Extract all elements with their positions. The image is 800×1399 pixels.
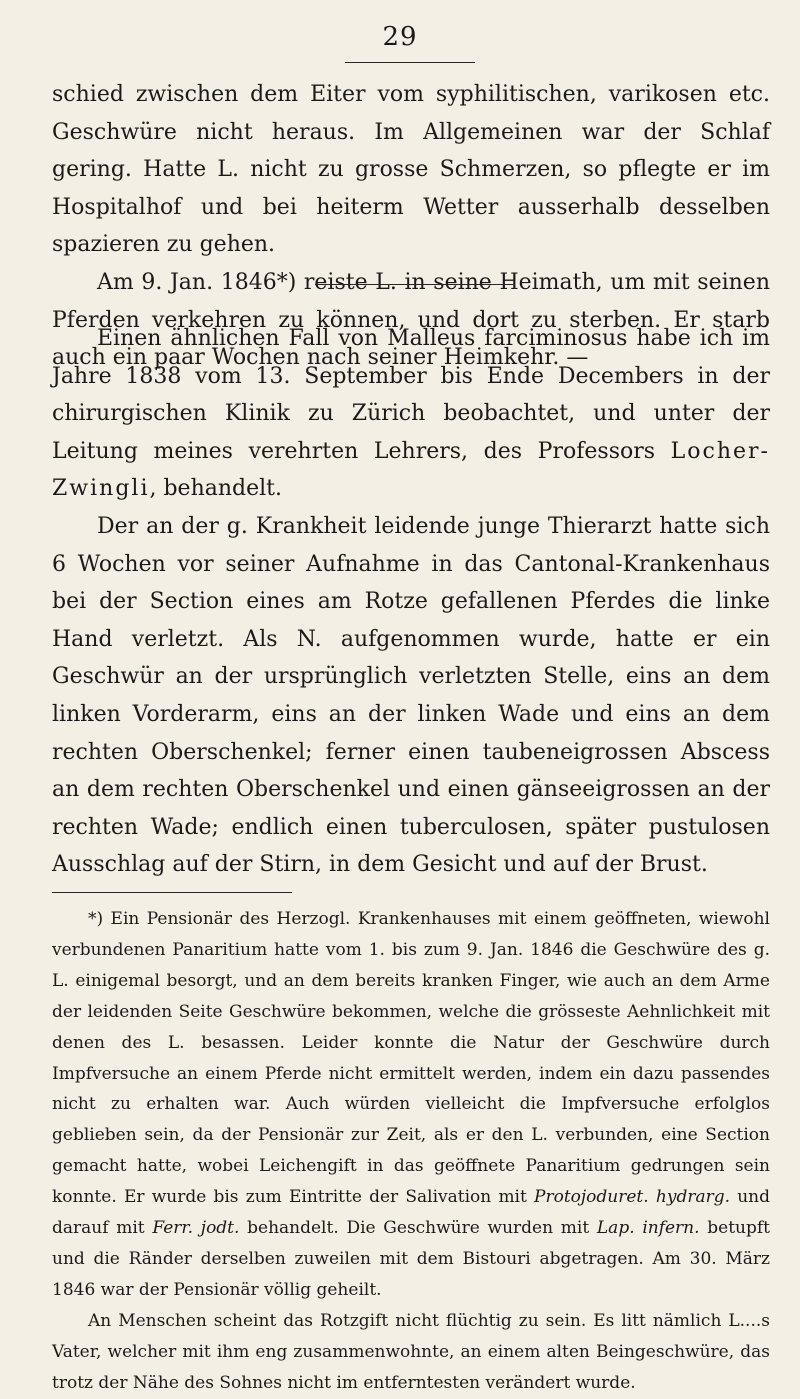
footnote-text-c: behandelt. Die Geschwüre wurden mit [239, 1218, 597, 1239]
paragraph-continuation: schied zwischen dem Eiter vom syphilitischen, varikosen etc. Geschwüre nicht heraus. Im Allgemeinen war der Schlaf gering. Hatte L. nicht zu grosse Schmerzen, so pflegte er im Hospitalhof und bei heiterm Wetter ausserhalb desselben spazieren zu gehen. [52, 82, 770, 258]
footnote-text-a: *) Ein Pensionär des Herzogl. Krankenhauses mit einem geöffneten, wiewohl verbundenen Panaritium hatte vom 1. bis zum 9. Jan. 1846 die Geschwüre des g. L. einigemal besorgt, und an dem bereits kranken Finger, wie auch an dem Arme der leidenden Seite Geschwüre bekommen, welche die grösseste Aehnlichkeit mit denen des L. besassen. Leider konnte die Natur der Geschwüre durch Impfversuche an einem Pferde nicht ermittelt werden, indem ein dazu passendes nicht zu erhalten war. Auch würden vielleicht die Impfversuche erfolglos geblieben sein, da der Pensionär zur Zeit, als er den L. verbunden, eine Section gemacht hatte, wobei Leichengift in das geöffnete Panaritium gedrungen sein konnte. Er wurde bis zum Eintritte der Salivation mit [52, 909, 770, 1208]
similar-case-text: Einen ähnlichen Fall von Malleus farciminosus habe ich im Jahre 1838 vom 13. September bis Ende Decembers in der chirurgischen Klinik zu Zürich beobachtet, und unter der Leitung meines verehrten Lehrers, des Professors [52, 326, 770, 464]
footnote-italic-3: Lap. infern. [596, 1218, 700, 1239]
paragraph-similar-case [52, 320, 770, 508]
footnote-paragraph-1 [52, 904, 770, 1306]
header-rule [345, 62, 475, 63]
footnote-text-b: und darauf mit [52, 1187, 770, 1239]
footnote-italic-2: Ferr. jodt. [152, 1218, 240, 1239]
main-text-lower [52, 320, 770, 884]
paragraph-patient-description: Der an der g. Krankheit leidende junge Thierarzt hatte sich 6 Wochen vor seiner Aufnahme in das Cantonal-Krankenhaus bei der Section eines am Rotze gefallenen Pferdes die linke Hand verletzt. Als N. aufgenommen wurde, hatte er ein Geschwür an der ursprünglich verletzten Stelle, eins an dem linken Vorderarm, eins an der linken Wade und eins an dem rechten Oberschenkel; ferner einen taubeneigrossen Abscess an dem rechten Oberschenkel und einen gänseeigrossen an der rechten Wade; endlich einen tuberculosen, später pustulosen Ausschlag auf der Stirn, in dem Gesicht und auf der Brust. [52, 513, 770, 878]
paragraph-departure: Am 9. Jan. 1846*) reiste L. in seine Heimath, um mit seinen Pferden verkehren zu können, und dort zu sterben. Er starb auch ein paar Wochen nach seiner Heimkehr. — [52, 269, 770, 371]
footnote-text-d: betupft und die Ränder derselben zuweilen mit dem Bistouri abgetragen. Am 30. März 1846 war der Pensionär völlig geheilt. [52, 1218, 770, 1300]
footnote-italic-1: Protojoduret. hydrarg. [534, 1187, 730, 1208]
professor-name: Locher-Zwingli [52, 438, 770, 502]
footnote-divider [52, 892, 292, 893]
page-number: 29 [382, 22, 418, 52]
footnote-paragraph-2: An Menschen scheint das Rotzgift nicht flüchtig zu sein. Es litt nämlich L....s Vater, welcher mit ihm eng zusammenwohnte, an einem alten Beingeschwüre, das trotz der Nähe des Sohnes nicht im entferntesten verändert wurde. [52, 1310, 770, 1393]
similar-case-text-end: , behandelt. [149, 476, 282, 502]
footnote [52, 904, 770, 1399]
section-divider [315, 284, 515, 285]
